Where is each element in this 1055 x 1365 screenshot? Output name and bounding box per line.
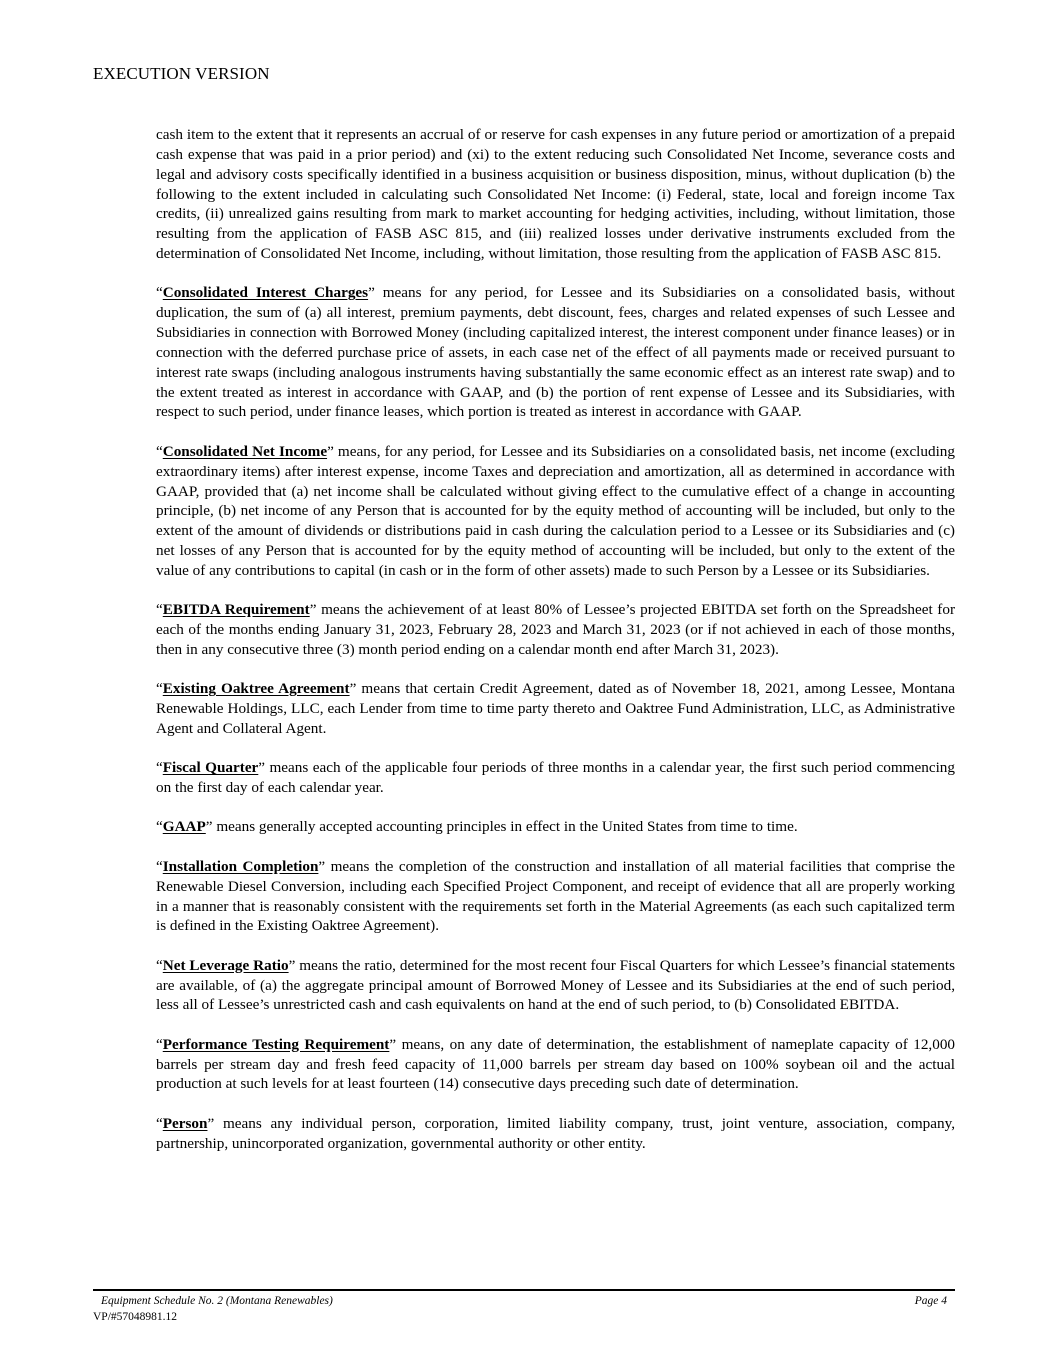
paragraph-continuation	[156, 125, 955, 264]
defined-term: GAAP	[162, 818, 206, 836]
definition-fiscal-quarter: “Fiscal Quarter” means each of the applicable four periods of three months in a calendar year, the first such period commencing on the first day of each calendar year.	[156, 759, 955, 797]
definition-body: means the ratio, determined for the most recent four Fiscal Quarters for which Lessee’s financial statements are available, of (a) the aggregate principal amount of Borrowed Money of Lessee and its Subsidiaries at the end of such period, less all of Lessee’s unrestricted cash and cash equivalents on hand at the end of such period, to (b) Consolidated EBITDA.	[156, 956, 955, 1014]
execution-version-header: EXECUTION VERSION	[93, 64, 270, 83]
definition-performance-testing-requirement: “Performance Testing Requirement” means, on any date of determination, the establishment of nameplate capacity of 12,000 barrels per stream day and fresh feed capacity of 11,000 barrels per stream day based on 100% soybean oil and the actual production at such levels for at least fourteen (14) consecutive days preceding such date of determination.	[156, 1035, 956, 1093]
footer-schedule-title: Equipment Schedule No. 2 (Montana Renewables)	[101, 1295, 333, 1307]
footer-document-id: VP/#57048981.12	[93, 1311, 178, 1323]
defined-term: Consolidated Interest Charges	[162, 284, 369, 302]
definition-body: means generally accepted accounting principles in effect in the United States from time to time.	[212, 818, 798, 836]
definition-person: “Person” means any individual person, corporation, limited liability company, trust, joint venture, association, company, partnership, unincorporated organization, governmental authority or other entity.	[156, 1114, 955, 1152]
definition-net-leverage-ratio: “Net Leverage Ratio” means the ratio, determined for the most recent four Fiscal Quarters for which Lessee’s financial statements are available, of (a) the aggregate principal amount of Borrowed Money of Lessee and its Subsidiaries at the end of such period, less all of Lessee’s unrestricted cash and cash equivalents on hand at the end of such period, to (b) Consolidated EBITDA.	[156, 956, 955, 1014]
defined-term: EBITDA Requirement	[162, 601, 310, 619]
definition-ebitda-requirement: “EBITDA Requirement” means the achievement of at least 80% of Lessee’s projected EBITDA set forth on the Spreadsheet for each of the months ending January 31, 2023, February 28, 2023 and March 31, 2023 (or if not achieved in each of those months, then in any consecutive three (3) month period ending on a calendar month end after March 31, 2023).	[156, 601, 955, 658]
footer-divider	[93, 1289, 955, 1291]
definition-body: means for any period, for Lessee and its Subsidiaries on a consolidated basis, without duplication, the sum of (a) all interest, premium payments, debt discount, fees, charges and related expenses of such Lessee and Subsidiaries in connection with Borrowed Money (including capitalized interest, the interest component under finance leases) or in connection with the deferred purchase price of assets, in each case net of the effect of all payments made or received pursuant to interest rate swaps (including analogous instruments having substantially the same economic effect as an interest rate swap) and to the extent treated as interest in accordance with GAAP, and (b) the portion of rent expense of Lessee and its Subsidiaries, with respect to such period, under finance leases, which portion is treated as interest in accordance with GAAP.	[156, 284, 956, 421]
defined-term: Fiscal Quarter	[162, 759, 259, 777]
defined-term: Existing Oaktree Agreement	[162, 680, 350, 698]
document-body	[156, 125, 955, 1173]
defined-term: Person	[162, 1114, 208, 1132]
definition-consolidated-interest-charges: “Consolidated Interest Charges” means for any period, for Lessee and its Subsidiaries on a consolidated basis, without duplication, the sum of (a) all interest, premium payments, debt discount, fees, charges and related expenses of such Lessee and Subsidiaries in connection with Borrowed Money (including capitalized interest, the interest component under finance leases) or in connection with the deferred purchase price of assets, in each case net of the effect of all payments made or received pursuant to interest rate swaps (including analogous instruments having substantially the same economic effect as an interest rate swap) and to the extent treated as interest in accordance with GAAP, and (b) the portion of rent expense of Lessee and its Subsidiaries, with respect to such period, under finance leases, which portion is treated as interest in accordance with GAAP.	[156, 284, 956, 421]
definition-body: means, on any date of determination, the establishment of nameplate capacity of 12,000 barrels per stream day and fresh feed capacity of 11,000 barrels per stream day based on 100% soybean oil and the actual production at such levels for at least fourteen (14) consecutive days preceding such date of determination.	[156, 1035, 956, 1093]
definition-existing-oaktree-agreement: “Existing Oaktree Agreement” means that certain Credit Agreement, dated as of November 18, 2021, among Lessee, Montana Renewable Holdings, LLC, each Lender from time to time party thereto and Oaktree Fund Administration, LLC, as Administrative Agent and Collateral Agent.	[156, 680, 955, 737]
definition-gaap: “GAAP” means generally accepted accounting principles in effect in the United States from time to time.	[156, 818, 798, 836]
defined-term: Installation Completion	[162, 857, 319, 875]
footer-page-number: Page 4	[914, 1295, 947, 1307]
definition-body: means any individual person, corporation, limited liability company, trust, joint venture, association, company, partnership, unincorporated organization, governmental authority or other entity.	[156, 1114, 955, 1152]
defined-term: Performance Testing Requirement	[162, 1035, 390, 1053]
defined-term: Consolidated Net Income	[162, 442, 328, 460]
definition-body: means the completion of the construction and installation of all material facilities that comprise the Renewable Diesel Conversion, including each Specified Project Component, and receipt of evidence that all are properly working in a manner that is reasonably consistent with the requirements set forth in the Material Agreements (as each such capitalized term is defined in the Existing Oaktree Agreement).	[156, 857, 955, 935]
definition-body: means that certain Credit Agreement, dated as of November 18, 2021, among Lessee, Montana Renewable Holdings, LLC, each Lender from time to time party thereto and Oaktree Fund Administration, LLC, as Administrative Agent and Collateral Agent.	[156, 680, 955, 737]
paragraph-body: cash item to the extent that it represents an accrual of or reserve for cash expenses in any future period or amortization of a prepaid cash expense that was paid in a prior period) and (xi) to the extent reducing such Consolidated Net Income, severance costs and legal and advisory costs specifically identified in a business acquisition or business disposition, minus, without duplication (b) the following to the extent included in calculating such Consolidated Net Income: (i) Federal, state, local and foreign income Tax credits, (ii) unrealized gains resulting from mark to market accounting for hedging activities, including, without limitation, those resulting from the application of FASB ASC 815, and (iii) realized losses under derivative instruments excluded from the determination of Consolidated Net Income, including, without limitation, those resulting from the application of FASB ASC 815.	[156, 126, 955, 263]
definition-body: means the achievement of at least 80% of Lessee’s projected EBITDA set forth on the Spreadsheet for each of the months ending January 31, 2023, February 28, 2023 and March 31, 2023 (or if not achieved in each of those months, then in any consecutive three (3) month period ending on a calendar month end after March 31, 2023).	[156, 601, 955, 658]
defined-term: Net Leverage Ratio	[162, 956, 289, 974]
definition-installation-completion: “Installation Completion” means the completion of the construction and installation of all material facilities that comprise the Renewable Diesel Conversion, including each Specified Project Component, and receipt of evidence that all are properly working in a manner that is reasonably consistent with the requirements set forth in the Material Agreements (as each such capitalized term is defined in the Existing Oaktree Agreement).	[156, 857, 955, 935]
definition-consolidated-net-income: “Consolidated Net Income” means, for any period, for Lessee and its Subsidiaries on a consolidated basis, net income (excluding extraordinary items) after interest expense, income Taxes and depreciation and amortization, all as determined in accordance with GAAP, provided that (a) net income shall be calculated without giving effect to the cumulative effect of a change in accounting principle, (b) net income of any Person that is accounted for by the equity method of accounting will be included, but only to the extent of the amount of dividends or distributions paid in cash during the calculation period to a Lessee or its Subsidiaries and (c) net losses of any Person that is accounted for by the equity method of accounting will be included, but only to the extent of the value of any contributions to capital (in cash or in the form of other assets) made to such Person by a Lessee or its Subsidiaries.	[156, 442, 955, 579]
definition-body: means each of the applicable four periods of three months in a calendar year, the first such period commencing on the first day of each calendar year.	[156, 759, 955, 797]
definition-body: means, for any period, for Lessee and its Subsidiaries on a consolidated basis, net income (excluding extraordinary items) after interest expense, income Taxes and depreciation and amortization, all as determined in accordance with GAAP, provided that (a) net income shall be calculated without giving effect to the cumulative effect of a change in accounting principle, (b) net income of any Person that is accounted for by the equity method of accounting will be included, but only to the extent of the amount of dividends or distributions paid in cash during the calculation period to a Lessee or its Subsidiaries and (c) net losses of any Person that is accounted for by the equity method of accounting will be included, but only to the extent of the value of any contributions to capital (in cash or in the form of other assets) made to such Person by a Lessee or its Subsidiaries.	[156, 442, 955, 579]
